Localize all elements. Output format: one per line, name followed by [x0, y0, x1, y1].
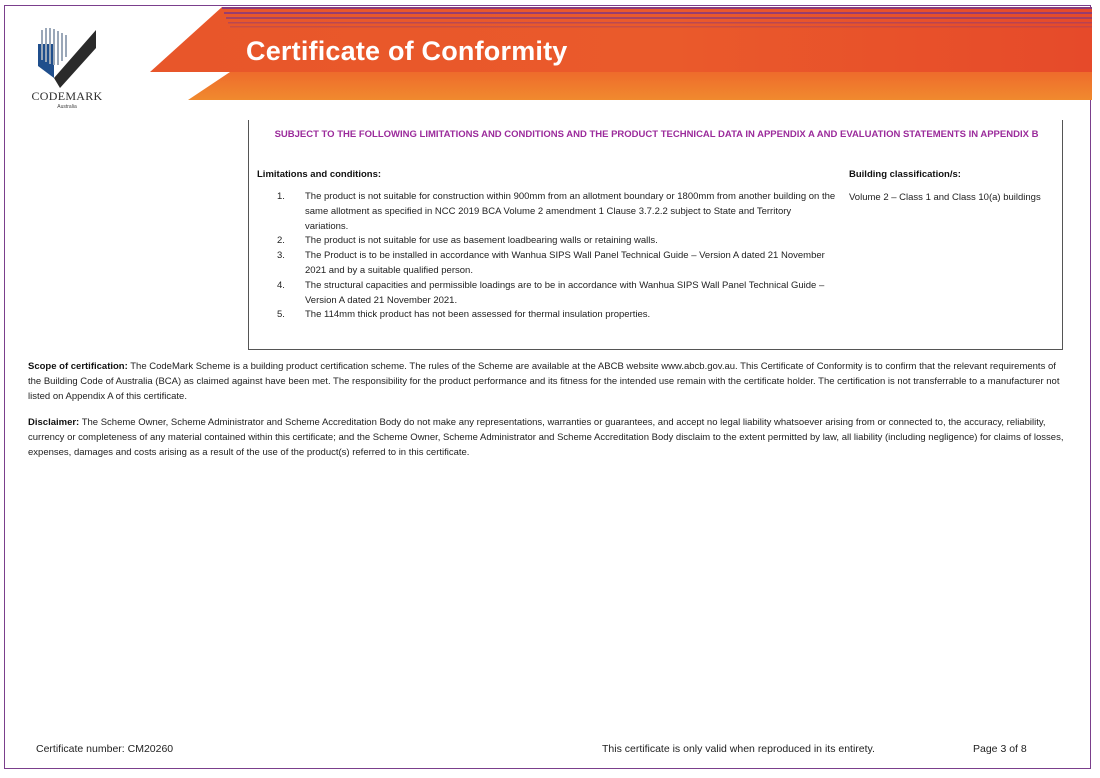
building-classification-value: Volume 2 – Class 1 and Class 10(a) buildings [849, 192, 1041, 203]
validity-notice: This certificate is only valid when reproduced in its entirety. [602, 743, 875, 755]
condition-number: 2. [277, 235, 285, 247]
scope-label: Scope of certification: [28, 361, 128, 372]
conditions-heading: SUBJECT TO THE FOLLOWING LIMITATIONS AND CONDITIONS AND THE PRODUCT TECHNICAL DATA IN APPENDIX A AND EVALUATION STATEMENTS IN APPENDIX B [274, 129, 1039, 140]
header-banner [0, 0, 1100, 102]
disclaimer-label: Disclaimer: [28, 417, 80, 428]
codemark-logo-word: CODEMARK [31, 89, 103, 103]
condition-number: 1. [277, 191, 285, 202]
condition-item [277, 308, 837, 323]
building-classification-label: Building classification/s: [849, 169, 961, 180]
condition-item [277, 279, 837, 309]
condition-item [277, 249, 837, 279]
limitations-label: Limitations and conditions: [257, 169, 382, 180]
page-number: Page 3 of 8 [973, 743, 1027, 755]
scope-of-certification [28, 359, 1064, 404]
condition-text: The structural capacities and permissible loadings are to be in accordance with Wanhua SIPS Wall Panel Technical Guide – Version A dated 21 November 2021. [305, 279, 825, 306]
condition-text: The Product is to be installed in accordance with Wanhua SIPS Wall Panel Technical Guide – Version A dated 21 November 2021 and by a suitable qualified person. [305, 250, 825, 276]
condition-number: 3. [277, 250, 285, 262]
codemark-logo-mark [36, 26, 98, 88]
condition-item [277, 190, 837, 234]
certificate-number: Certificate number: CM20260 [36, 743, 174, 755]
disclaimer-text: The Scheme Owner, Scheme Administrator and Scheme Accreditation Body do not make any representations, warranties or guarantees, and accept no legal liability whatsoever arising from or connected to, the accuracy, reliability, currency or completeness of any material contained within this certificate; and the Scheme Owner, Scheme Administrator and Scheme Accreditation Body disclaim to the extent permitted by law, all liability (including negligence) for claims of losses, expenses, damages and costs arising as a result of the use of the product(s) referred to in this certificate. [28, 417, 1064, 458]
codemark-logo [22, 26, 112, 114]
condition-number: 5. [277, 309, 285, 321]
condition-text: The product is not suitable for construction within 900mm from an allotment boundary or 1800mm from another building on the same allotment as specified in NCC 2019 BCA Volume 2 amendment 1 Clause 3.7.2.2 subject to State and Territory variations. [305, 191, 836, 232]
codemark-logo-sub: Australia [57, 104, 77, 110]
condition-text: The product is not suitable for use as basement loadbearing walls or retaining walls. [305, 235, 658, 247]
condition-number: 4. [277, 279, 285, 291]
conditions-box [248, 120, 1063, 350]
conditions-list [277, 190, 837, 323]
disclaimer [28, 415, 1064, 460]
scope-text: The CodeMark Scheme is a building product certification scheme. The rules of the Scheme are available at the ABCB website www.abcb.gov.au. This Certificate of Conformity is to confirm that the relevant requirements of the Building Code of Australia (BCA) as claimed against have been met. The responsibility for the product performance and its fitness for the intended use remain with the certificate holder. The certification is not transferrable to a manufacturer not listed on Appendix A of this certificate. [28, 361, 1060, 402]
certificate-title: Certificate of Conformity [246, 36, 568, 66]
condition-text: The 114mm thick product has not been assessed for thermal insulation properties. [305, 309, 651, 321]
condition-item [277, 234, 837, 249]
